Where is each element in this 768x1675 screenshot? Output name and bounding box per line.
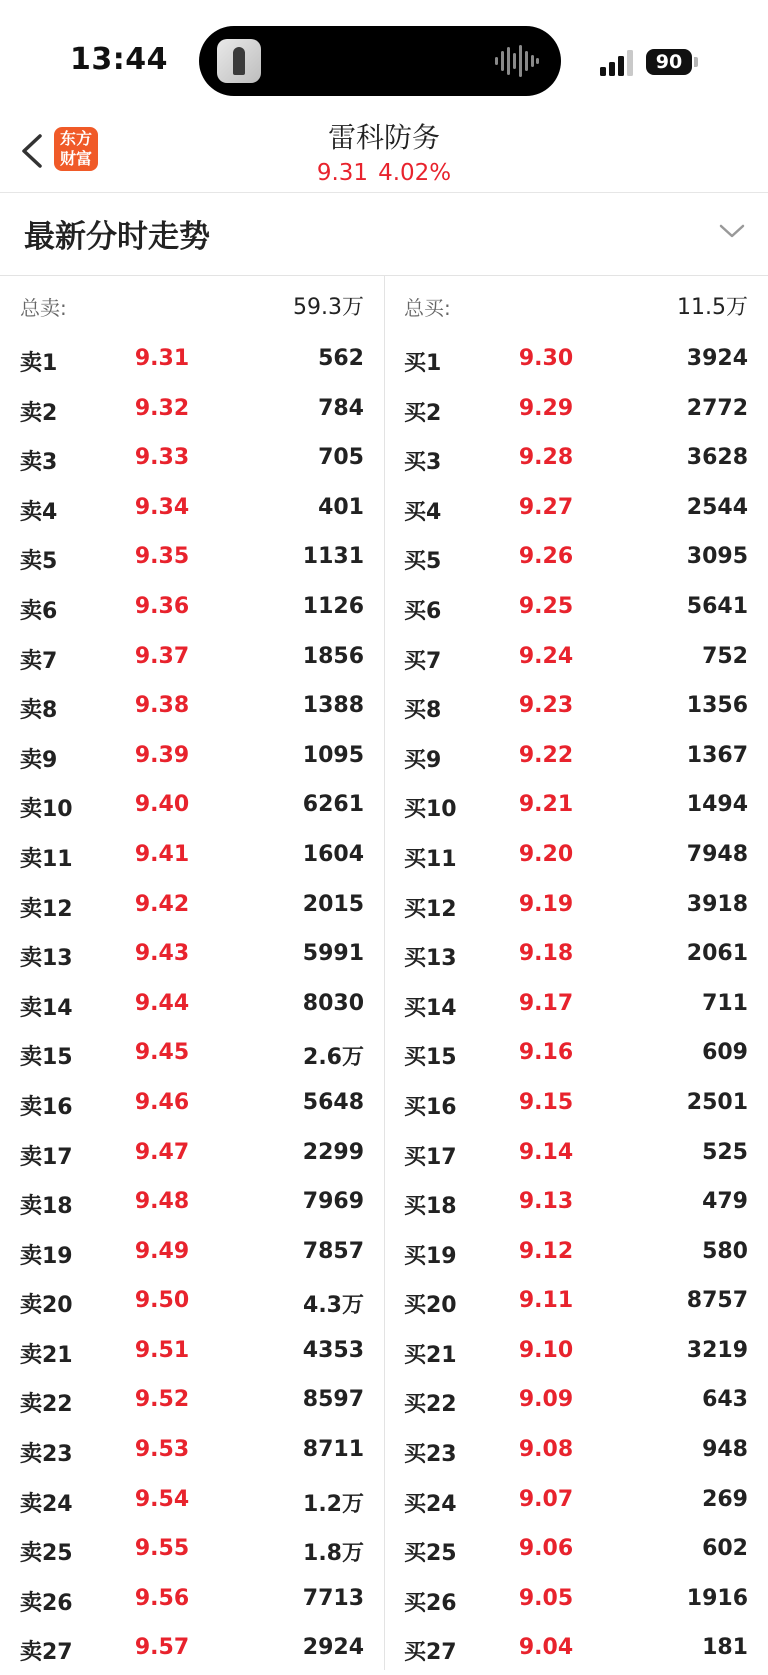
sell-volume: 2299 — [302, 1139, 364, 1165]
buy-volume: 5641 — [686, 593, 748, 619]
buy-row[interactable] — [384, 1377, 768, 1427]
sell-level-label: 卖9 — [20, 747, 58, 773]
sell-level-label: 卖19 — [20, 1243, 73, 1269]
buy-level-label: 买26 — [404, 1590, 457, 1616]
sell-price: 9.45 — [134, 1040, 190, 1066]
buy-volume: 181 — [702, 1635, 748, 1661]
buy-total-row — [384, 276, 768, 336]
now-playing-thumbnail — [217, 39, 261, 83]
buy-row[interactable] — [384, 534, 768, 584]
section-title: 最新分时走势 — [24, 219, 210, 255]
sell-price: 9.48 — [134, 1189, 190, 1215]
sell-level-label: 卖8 — [20, 698, 58, 724]
sell-volume: 4353 — [302, 1337, 364, 1363]
sell-level-label: 卖15 — [20, 1045, 73, 1071]
buy-volume: 948 — [702, 1437, 748, 1463]
order-book[interactable] — [0, 276, 768, 1670]
buy-price: 9.28 — [518, 445, 574, 471]
buy-level-label: 买25 — [404, 1541, 457, 1567]
buy-price: 9.12 — [518, 1238, 574, 1264]
buy-volume: 2061 — [686, 941, 748, 967]
buy-volume: 3918 — [686, 891, 748, 917]
buy-row[interactable] — [384, 1328, 768, 1378]
buy-row[interactable] — [384, 782, 768, 832]
buy-level-label: 买24 — [404, 1491, 457, 1517]
buy-row[interactable] — [384, 733, 768, 783]
sell-price: 9.47 — [134, 1139, 190, 1165]
buy-price: 9.17 — [518, 990, 574, 1016]
sell-total-row — [0, 276, 384, 336]
sell-row[interactable] — [0, 584, 384, 634]
buy-level-label: 买6 — [404, 598, 442, 624]
sell-level-label: 卖17 — [20, 1144, 73, 1170]
stock-title: 雷科防务 — [327, 121, 440, 154]
sell-price: 9.51 — [134, 1337, 190, 1363]
sell-price: 9.34 — [134, 494, 190, 520]
buy-price: 9.08 — [518, 1437, 574, 1463]
buy-level-label: 买8 — [404, 698, 442, 724]
buy-row[interactable] — [384, 336, 768, 386]
sell-row[interactable] — [0, 386, 384, 436]
sell-volume: 8597 — [302, 1387, 364, 1413]
sell-volume: 2924 — [302, 1635, 364, 1661]
buy-row[interactable] — [384, 1576, 768, 1626]
sell-row[interactable] — [0, 1625, 384, 1675]
buy-level-label: 买14 — [404, 995, 457, 1021]
buy-row[interactable] — [384, 1080, 768, 1130]
sell-price: 9.55 — [134, 1536, 190, 1562]
sell-total-value: 59.3万 — [293, 295, 364, 320]
sell-level-label: 卖24 — [20, 1491, 73, 1517]
sell-level-label: 卖20 — [20, 1293, 73, 1319]
buy-volume: 580 — [702, 1238, 748, 1264]
buy-price: 9.30 — [518, 346, 574, 371]
sell-level-label: 卖3 — [20, 450, 58, 476]
buy-row[interactable] — [384, 634, 768, 684]
sell-row[interactable] — [0, 683, 384, 733]
nav-header — [0, 110, 768, 193]
sell-row[interactable] — [0, 1179, 384, 1229]
buy-price: 9.29 — [518, 395, 574, 421]
sell-price: 9.38 — [134, 693, 190, 719]
buy-volume: 2501 — [686, 1089, 748, 1115]
sell-row[interactable] — [0, 1030, 384, 1080]
buy-price: 9.27 — [518, 494, 574, 520]
buy-row[interactable] — [384, 1477, 768, 1527]
buy-level-label: 买17 — [404, 1144, 457, 1170]
sell-price: 9.46 — [134, 1089, 190, 1115]
buy-level-label: 买27 — [404, 1640, 457, 1666]
status-bar — [0, 0, 768, 110]
sell-row[interactable] — [0, 1278, 384, 1328]
buy-row[interactable] — [384, 931, 768, 981]
buy-volume: 609 — [702, 1040, 748, 1066]
buy-price: 9.26 — [518, 544, 574, 570]
sell-level-label: 卖13 — [20, 946, 73, 972]
buy-level-label: 买10 — [404, 797, 457, 823]
buy-level-label: 买4 — [404, 499, 442, 525]
chevron-down-icon[interactable] — [718, 221, 746, 241]
buy-volume: 3219 — [686, 1337, 748, 1363]
buy-price: 9.22 — [518, 742, 574, 768]
buy-row[interactable] — [384, 683, 768, 733]
buy-level-label: 买9 — [404, 747, 442, 773]
sell-row[interactable] — [0, 1328, 384, 1378]
buy-volume: 752 — [702, 643, 748, 669]
dynamic-island[interactable] — [199, 26, 561, 96]
sell-volume: 1126 — [302, 593, 364, 619]
sell-row[interactable] — [0, 634, 384, 684]
sell-level-label: 卖11 — [20, 846, 73, 872]
buy-volume: 3095 — [686, 544, 748, 570]
buy-row[interactable] — [384, 1427, 768, 1477]
sell-volume: 8030 — [302, 990, 364, 1016]
buy-level-label: 买11 — [404, 846, 457, 872]
section-header[interactable] — [0, 193, 768, 276]
sell-volume: 562 — [318, 346, 364, 371]
buy-volume: 1367 — [686, 742, 748, 768]
app-logo[interactable]: 东方 财富 — [54, 127, 98, 171]
cellular-signal-icon — [600, 50, 640, 76]
sell-row[interactable] — [0, 981, 384, 1031]
sell-row[interactable] — [0, 1477, 384, 1527]
sell-row[interactable] — [0, 782, 384, 832]
buy-price: 9.06 — [518, 1536, 574, 1562]
sell-level-label: 卖1 — [20, 351, 58, 376]
sell-level-label: 卖6 — [20, 598, 58, 624]
sell-price: 9.52 — [134, 1387, 190, 1413]
buy-price: 9.10 — [518, 1337, 574, 1363]
stock-quote — [0, 160, 768, 186]
sell-volume: 8711 — [302, 1437, 364, 1463]
buy-row[interactable] — [384, 1625, 768, 1675]
sell-volume: 1604 — [302, 841, 364, 867]
sell-level-label: 卖26 — [20, 1590, 73, 1616]
sell-row[interactable] — [0, 1130, 384, 1180]
battery-indicator: 90 — [646, 49, 692, 75]
sell-row[interactable] — [0, 435, 384, 485]
buy-level-label: 买5 — [404, 549, 442, 575]
buy-volume: 1494 — [686, 792, 748, 818]
sell-price: 9.54 — [134, 1486, 190, 1512]
sell-price: 9.40 — [134, 792, 190, 818]
sell-row[interactable] — [0, 1576, 384, 1626]
sell-row[interactable] — [0, 832, 384, 882]
buy-row[interactable] — [384, 981, 768, 1031]
sell-volume: 1856 — [302, 643, 364, 669]
buy-price: 9.11 — [518, 1288, 574, 1314]
sell-level-label: 卖18 — [20, 1194, 73, 1220]
sell-volume: 5648 — [302, 1089, 364, 1115]
sell-price: 9.31 — [134, 346, 190, 371]
stock-change-percent: 4.02% — [378, 160, 452, 186]
buy-volume: 525 — [702, 1139, 748, 1165]
status-time: 13:44 — [70, 42, 168, 77]
sell-price: 9.37 — [134, 643, 190, 669]
sell-volume: 7857 — [302, 1238, 364, 1264]
buy-volume: 7948 — [686, 841, 748, 867]
sell-volume: 1095 — [302, 742, 364, 768]
buy-volume: 1916 — [686, 1585, 748, 1611]
buy-level-label: 买20 — [404, 1293, 457, 1319]
sell-level-label: 卖2 — [20, 400, 58, 426]
sell-row[interactable] — [0, 1080, 384, 1130]
buy-row[interactable] — [384, 1229, 768, 1279]
sell-row[interactable] — [0, 1427, 384, 1477]
buy-price: 9.07 — [518, 1486, 574, 1512]
buy-price: 9.04 — [518, 1635, 574, 1661]
buy-volume: 711 — [702, 990, 748, 1016]
buy-level-label: 买12 — [404, 896, 457, 922]
buy-price: 9.13 — [518, 1189, 574, 1215]
sell-volume: 1.8万 — [303, 1541, 364, 1567]
sell-price: 9.35 — [134, 544, 190, 570]
buy-row[interactable] — [384, 882, 768, 932]
sell-level-label: 卖10 — [20, 797, 73, 823]
sell-volume: 705 — [318, 445, 364, 471]
sell-row[interactable] — [0, 1229, 384, 1279]
buy-row[interactable] — [384, 832, 768, 882]
buy-total-value: 11.5万 — [677, 295, 748, 320]
sell-price: 9.42 — [134, 891, 190, 917]
buy-level-label: 买23 — [404, 1442, 457, 1468]
sell-volume: 4.3万 — [303, 1293, 364, 1319]
buy-price: 9.20 — [518, 841, 574, 867]
sell-level-label: 卖23 — [20, 1442, 73, 1468]
sell-volume: 1131 — [302, 544, 364, 570]
sell-price: 9.33 — [134, 445, 190, 471]
audio-waveform-icon — [495, 45, 539, 77]
buy-volume: 602 — [702, 1536, 748, 1562]
buy-price: 9.05 — [518, 1585, 574, 1611]
sell-level-label: 卖16 — [20, 1094, 73, 1120]
sell-price: 9.41 — [134, 841, 190, 867]
sell-level-label: 卖14 — [20, 995, 73, 1021]
buy-row[interactable] — [384, 1278, 768, 1328]
buy-price: 9.15 — [518, 1089, 574, 1115]
buy-price: 9.18 — [518, 941, 574, 967]
buy-row[interactable] — [384, 485, 768, 535]
buy-level-label: 买1 — [404, 351, 442, 376]
sell-volume: 1388 — [302, 693, 364, 719]
sell-level-label: 卖5 — [20, 549, 58, 575]
buy-column — [384, 276, 768, 1675]
sell-level-label: 卖4 — [20, 499, 58, 525]
buy-row[interactable] — [384, 1526, 768, 1576]
sell-row[interactable] — [0, 485, 384, 535]
sell-row[interactable] — [0, 1526, 384, 1576]
buy-price: 9.23 — [518, 693, 574, 719]
sell-volume: 2015 — [302, 891, 364, 917]
sell-level-label: 卖7 — [20, 648, 58, 674]
sell-row[interactable] — [0, 336, 384, 386]
battery-tip — [694, 57, 698, 67]
buy-price: 9.19 — [518, 891, 574, 917]
buy-price: 9.25 — [518, 593, 574, 619]
buy-row[interactable] — [384, 1130, 768, 1180]
sell-level-label: 卖21 — [20, 1342, 73, 1368]
sell-level-label: 卖12 — [20, 896, 73, 922]
sell-price: 9.32 — [134, 395, 190, 421]
buy-volume: 479 — [702, 1189, 748, 1215]
sell-volume: 7969 — [302, 1189, 364, 1215]
sell-price: 9.49 — [134, 1238, 190, 1264]
sell-price: 9.44 — [134, 990, 190, 1016]
buy-volume: 2544 — [686, 494, 748, 520]
sell-level-label: 卖27 — [20, 1640, 73, 1666]
sell-price: 9.53 — [134, 1437, 190, 1463]
buy-level-label: 买13 — [404, 946, 457, 972]
sell-row[interactable] — [0, 733, 384, 783]
buy-rows — [384, 336, 768, 1675]
buy-row[interactable] — [384, 435, 768, 485]
buy-level-label: 买3 — [404, 450, 442, 476]
figure-icon — [233, 47, 245, 75]
sell-volume: 1.2万 — [303, 1491, 364, 1517]
sell-rows — [0, 336, 384, 1675]
buy-level-label: 买2 — [404, 400, 442, 426]
buy-volume: 269 — [702, 1486, 748, 1512]
buy-level-label: 买21 — [404, 1342, 457, 1368]
buy-level-label: 买22 — [404, 1392, 457, 1418]
buy-row[interactable] — [384, 584, 768, 634]
buy-price: 9.21 — [518, 792, 574, 818]
buy-level-label: 买16 — [404, 1094, 457, 1120]
sell-price: 9.50 — [134, 1288, 190, 1314]
buy-price: 9.14 — [518, 1139, 574, 1165]
sell-volume: 6261 — [302, 792, 364, 818]
sell-row[interactable] — [0, 931, 384, 981]
sell-volume: 784 — [318, 395, 364, 421]
buy-volume: 3628 — [686, 445, 748, 471]
sell-level-label: 卖22 — [20, 1392, 73, 1418]
buy-volume: 8757 — [686, 1288, 748, 1314]
buy-volume: 3924 — [686, 346, 748, 371]
buy-level-label: 买15 — [404, 1045, 457, 1071]
buy-volume: 643 — [702, 1387, 748, 1413]
buy-row[interactable] — [384, 1030, 768, 1080]
sell-price: 9.36 — [134, 593, 190, 619]
sell-row[interactable] — [0, 1377, 384, 1427]
sell-price: 9.39 — [134, 742, 190, 768]
sell-column — [0, 276, 384, 1675]
buy-price: 9.09 — [518, 1387, 574, 1413]
buy-volume: 1356 — [686, 693, 748, 719]
sell-price: 9.56 — [134, 1585, 190, 1611]
sell-total-label: 总卖: — [20, 296, 67, 320]
sell-price: 9.43 — [134, 941, 190, 967]
sell-level-label: 卖25 — [20, 1541, 73, 1567]
sell-volume: 7713 — [302, 1585, 364, 1611]
buy-row[interactable] — [384, 1179, 768, 1229]
buy-level-label: 买19 — [404, 1243, 457, 1269]
buy-level-label: 买18 — [404, 1194, 457, 1220]
buy-price: 9.16 — [518, 1040, 574, 1066]
buy-volume: 2772 — [686, 395, 748, 421]
sell-price: 9.57 — [134, 1635, 190, 1661]
sell-row[interactable] — [0, 534, 384, 584]
sell-volume: 5991 — [302, 941, 364, 967]
buy-row[interactable] — [384, 386, 768, 436]
sell-row[interactable] — [0, 882, 384, 932]
buy-price: 9.24 — [518, 643, 574, 669]
stock-price: 9.31 — [316, 160, 369, 186]
sell-volume: 401 — [318, 494, 364, 520]
buy-level-label: 买7 — [404, 648, 442, 674]
buy-total-label: 总买: — [404, 296, 451, 320]
sell-volume: 2.6万 — [303, 1045, 364, 1071]
